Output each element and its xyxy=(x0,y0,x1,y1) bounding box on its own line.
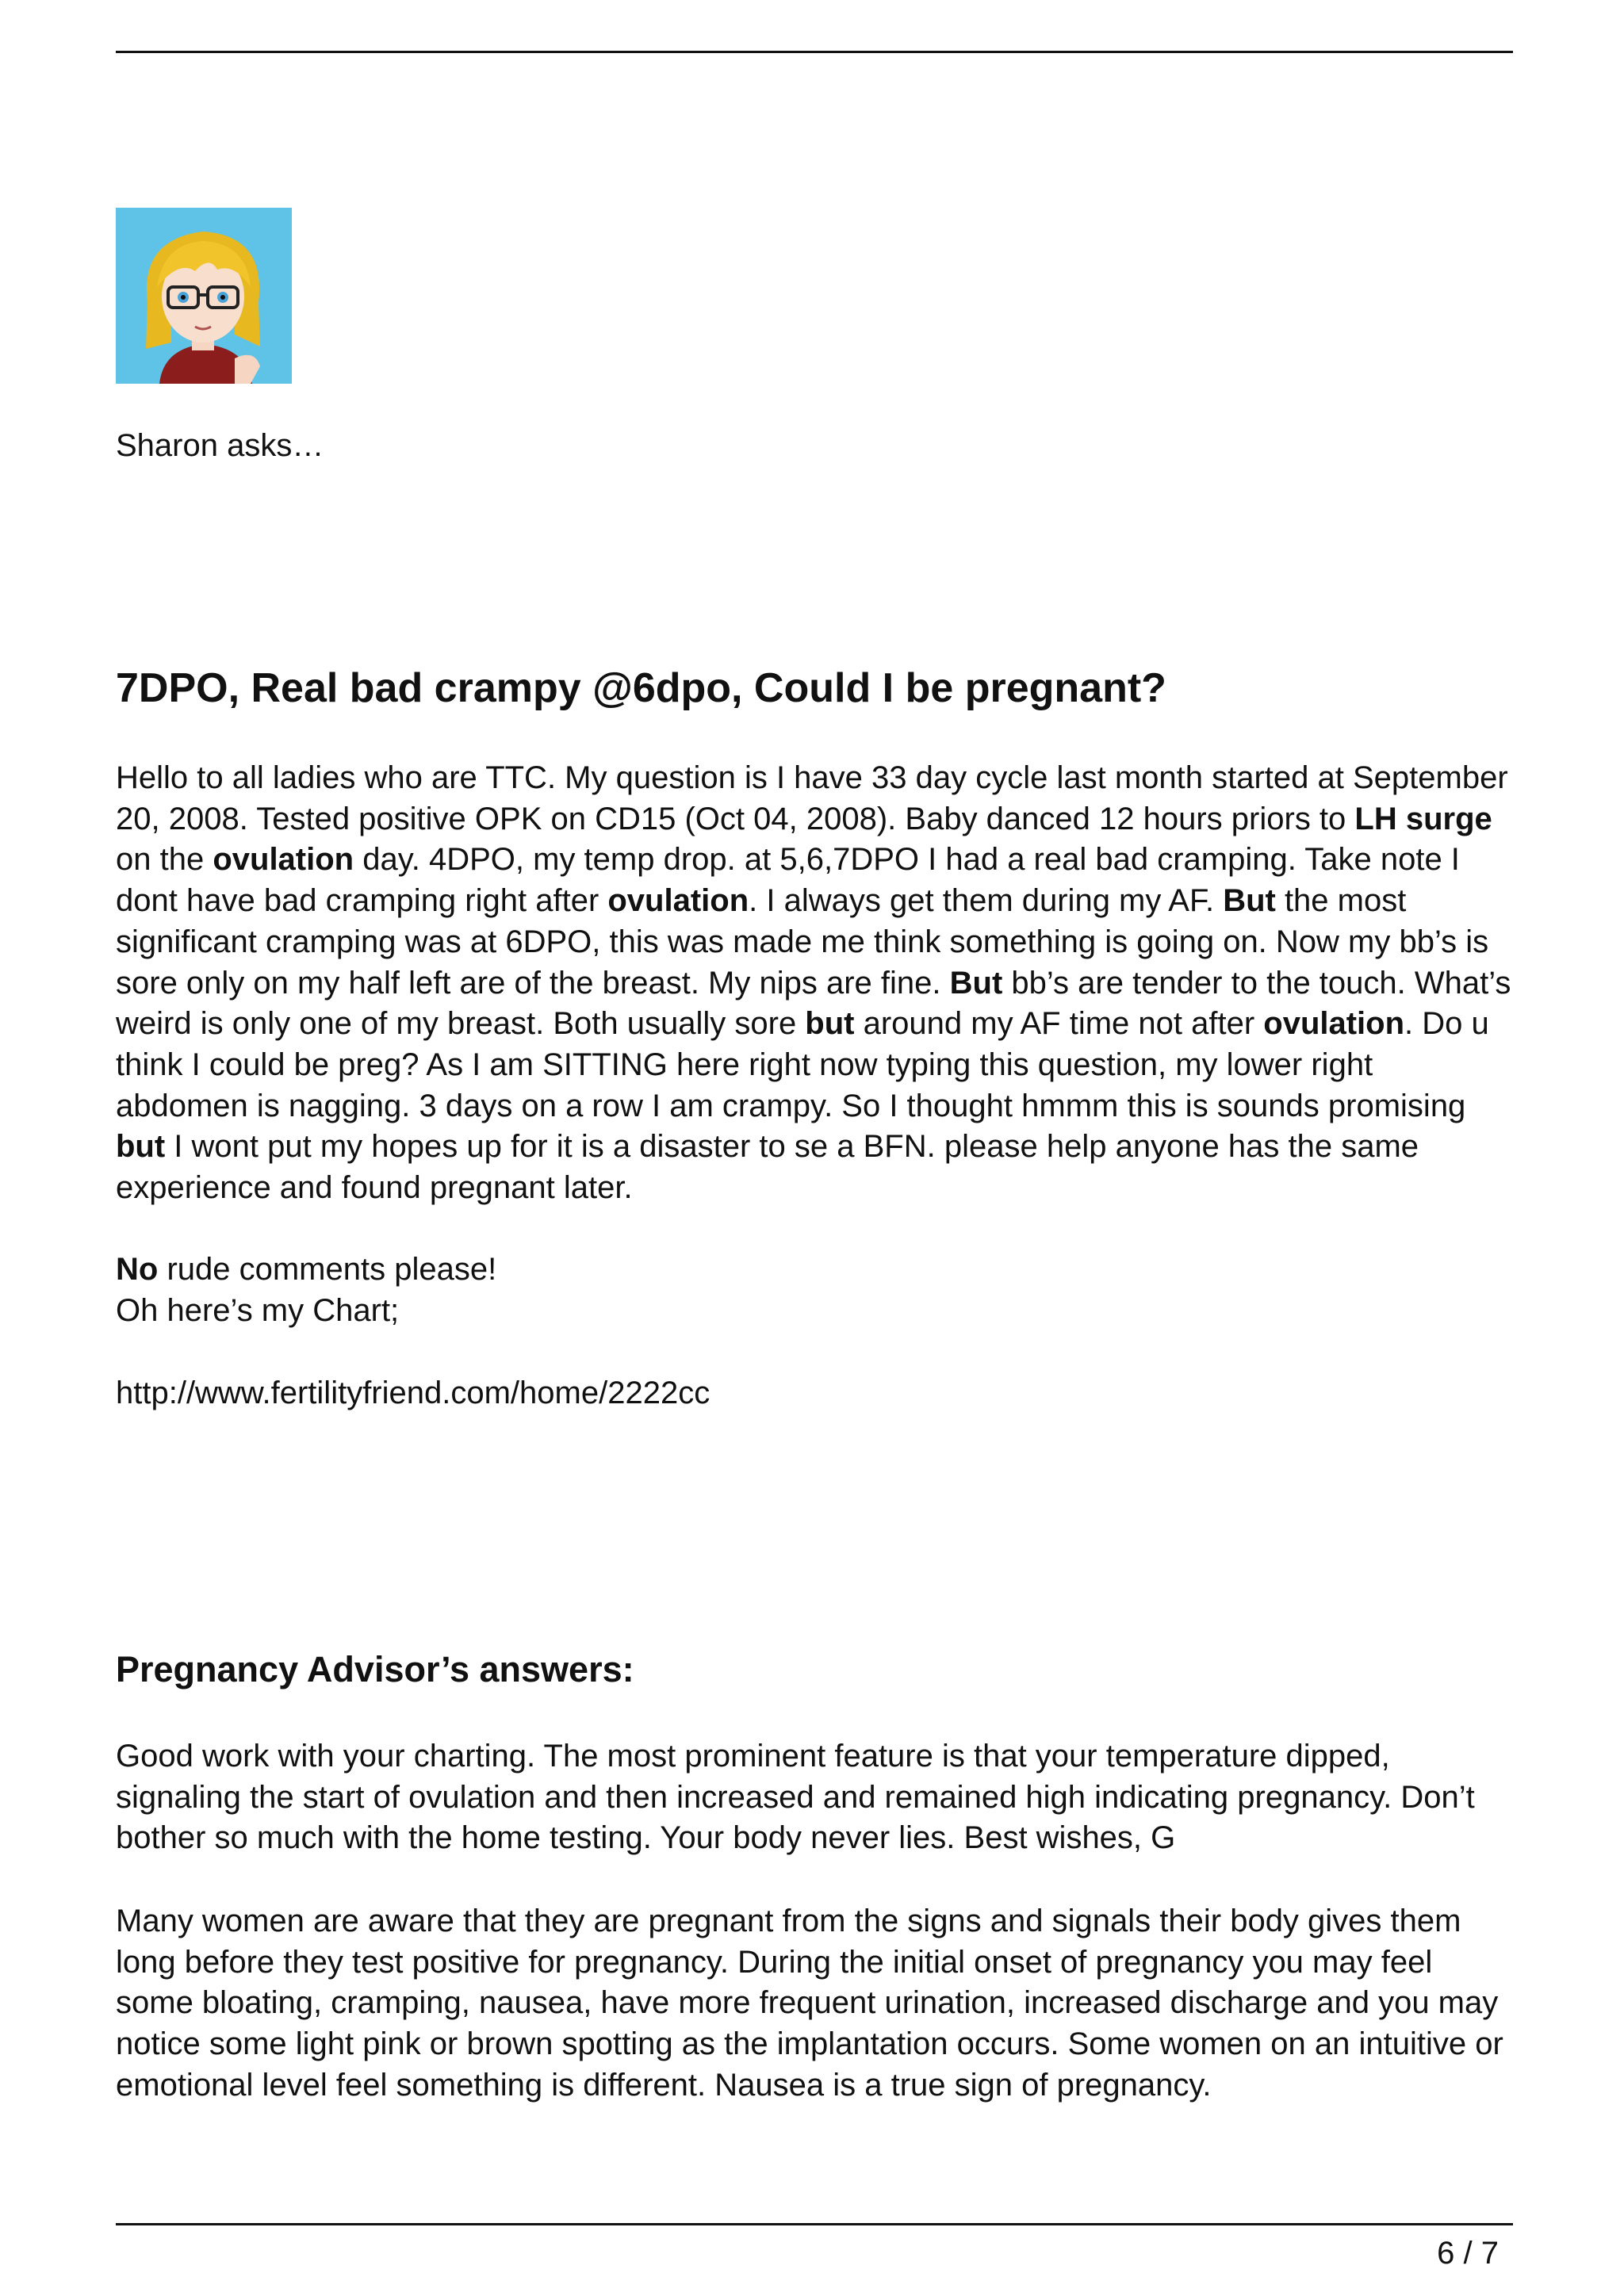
bold-term: But xyxy=(949,965,1003,1001)
question-note xyxy=(116,1249,1513,1331)
note-rest: rude comments please! xyxy=(158,1252,497,1287)
question-title: 7DPO, Real bad crampy @6dpo, Could I be pregnant? xyxy=(116,665,1166,711)
bold-term: ovulation xyxy=(213,842,354,878)
body-text: Hello to all ladies who are TTC. My question is I have 33 day cycle last month started at September 20, 2008. Tested positive OPK on CD15 (Oct 04, 2008). Baby danced 12 hours priors to xyxy=(116,760,1508,836)
bold-term: but xyxy=(116,1129,166,1165)
page-number: 6 / 7 xyxy=(1437,2236,1499,2271)
bold-term: but xyxy=(805,1006,855,1042)
bold-term: ovulation xyxy=(607,883,749,919)
footer-rule xyxy=(116,2223,1513,2225)
body-text: on the xyxy=(116,842,213,878)
bold-term: LH surge xyxy=(1354,801,1492,836)
body-text: bb’s are tender to the touch. What’s weird is only one of my breast. Both usually sore xyxy=(116,965,1511,1042)
body-text: . I always get them during my AF. xyxy=(749,883,1224,919)
chart-line: Oh here’s my Chart; xyxy=(116,1292,400,1328)
note-bold-word: No xyxy=(116,1252,159,1287)
body-text: I wont put my hopes up for it is a disaster to se a BFN. please help anyone has the same experience and found pregnant later. xyxy=(116,1129,1419,1206)
body-text: day. 4DPO, my temp drop. at 5,6,7DPO I had a real bad cramping. Take note I dont have bad cramping right after xyxy=(116,842,1460,919)
question-body xyxy=(116,758,1513,1209)
body-text: around my AF time not after xyxy=(854,1006,1264,1042)
body-text: . Do u think I could be preg? As I am SITTING here right now typing this question, my lower right abdomen is nagging. 3 days on a row I am crampy. So I thought hmmm this is sounds promising xyxy=(116,1006,1489,1123)
bold-term: ovulation xyxy=(1263,1006,1405,1042)
answer-paragraph-2: Many women are aware that they are pregnant from the signs and signals their body gives them long before they test positive for pregnancy. During the initial onset of pregnancy you may feel some bloating, cramping, nausea, have more frequent urination, increased discharge and you may notice some light pink or brown spotting as the implantation occurs. Some women on an intuitive or emotional level feel something is different. Nausea is a true sign of pregnancy. xyxy=(116,1904,1503,2103)
cartoon-avatar-icon xyxy=(116,208,292,384)
body-text: the most significant cramping was at 6DPO, this was made me think something is going on. Now my bb’s is sore only on my half left are of the breast. My nips are fine. xyxy=(116,883,1489,1001)
answers-title: Pregnancy Advisor’s answers: xyxy=(116,1649,634,1689)
answer-paragraph-1: Good work with your charting. The most prominent feature is that your temperature dipped, signaling the start of ovulation and then increased and remained high indicating pregnancy. Don’t bother so much with the home testing. Your body never lies. Best wishes, G xyxy=(116,1739,1475,1856)
asker-line: Sharon asks… xyxy=(116,428,324,463)
chart-link[interactable]: http://www.fertilityfriend.com/home/2222cc xyxy=(116,1376,710,1410)
header-rule xyxy=(116,51,1513,53)
bold-term: But xyxy=(1223,883,1276,919)
